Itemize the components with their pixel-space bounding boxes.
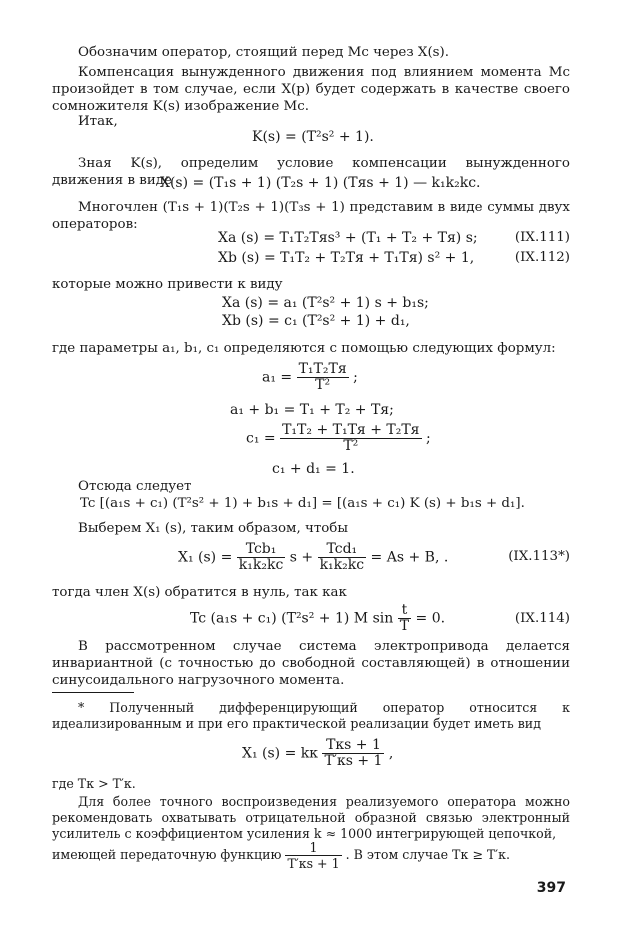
fraction-transfer <box>285 840 341 871</box>
fraction-ix113-second-numerator: Tcd₁ <box>326 541 358 557</box>
footnote-text: * Полученный дифференцирующий оператор относится к идеализированным и при его практической реализации будет иметь вид <box>52 700 570 731</box>
fraction-footnote-denominator: T′кs + 1 <box>324 753 383 769</box>
fraction-ix113-first-numerator: Tcb₁ <box>245 541 277 557</box>
formula-c1-lhs: c₁ = <box>246 430 276 447</box>
fraction-ix113-first <box>237 542 286 573</box>
fraction-transfer-denominator: T′кs + 1 <box>287 856 340 871</box>
formula-a1-tail: ; <box>353 369 358 386</box>
equation-x: X(s) = (T₁s + 1) (T₂s + 1) (Tяs + 1) — k₁k₂kc. <box>160 175 481 191</box>
fraction-footnote-numerator: Tкs + 1 <box>326 737 381 753</box>
fraction-a1-denominator: T² <box>297 377 349 393</box>
equation-number-ix114: (IX.114) <box>514 611 570 626</box>
equation-ix114-tail: = 0. <box>415 610 446 627</box>
footnote-recommendation: Для более точного воспроизведения реализуемого оператора можно рекомендовать охватывать отрицательной образной связью электронный усилитель с коэффициентом усиления k ≈ 1000 интегрирующей цепочкой, <box>52 794 570 841</box>
paragraph-then: тогда член X(s) обратится в нуль, так как <box>52 585 347 600</box>
paragraph-hence: Отсюда следует <box>78 479 192 494</box>
fraction-ix114-numerator: t <box>401 602 408 618</box>
paragraph-compensation: Компенсация вынужденного движения под влиянием момента Mc произойдет в том случае, если X(p) будет содержать в качестве своего сомножителя K(s) изображение Mc. <box>52 65 570 114</box>
paragraph-choose: Выберем X₁ (s), таким образом, чтобы <box>78 521 349 536</box>
footnote-equation <box>242 738 393 769</box>
footnote-separator <box>52 692 134 693</box>
formula-c1-tail: ; <box>425 430 431 447</box>
equation-ix112: Xb (s) = T₁T₂ + T₂Tя + T₁Tя) s² + 1, <box>218 250 475 266</box>
equation-xb: Xb (s) = c₁ (T²s² + 1) + d₁, <box>222 313 410 329</box>
footnote-transfer-text: имеющей передаточную функцию <box>52 847 282 862</box>
fraction-c1 <box>280 423 421 454</box>
equation-ix111: Xa (s) = T₁T₂Tяs³ + (T₁ + T₂ + Tя) s; <box>218 230 478 246</box>
paragraph-reduce: которые можно привести к виду <box>52 277 283 292</box>
fraction-ix113-second <box>318 542 367 573</box>
paragraph-condition: Зная K(s), определим условие компенсации вынужденного движения в виде <box>52 156 570 188</box>
fraction-ix113-first-denominator: k₁k₂kc <box>238 557 284 573</box>
equation-number-ix111: (IX.111) <box>514 230 570 245</box>
paragraph-operator-definition: Обозначим оператор, стоящий перед Mc через X(s). <box>78 45 450 60</box>
footnote-where: где Tк > T′к. <box>52 776 136 791</box>
equation-ix113-mid: s + <box>289 549 314 566</box>
footnote-transfer-function <box>52 840 570 871</box>
paragraph-parameters: где параметры a₁, b₁, c₁ определяются с помощью следующих формул: <box>52 341 556 356</box>
equation-ix114-lhs: Tc (a₁s + c₁) (T²s² + 1) M sin <box>190 610 394 627</box>
equation-ix113 <box>178 542 448 573</box>
formula-c1-plus-d1: c₁ + d₁ = 1. <box>272 461 355 477</box>
formula-c1 <box>246 423 431 454</box>
formula-a1-lhs: a₁ = <box>262 369 293 386</box>
page-number: 397 <box>536 880 566 896</box>
paragraph-invariant: В рассмотренном случае система электропривода делается инвариантной (с точностью до свободной составляющей) в отношении синусоидального нагрузочного момента. <box>52 639 570 688</box>
fraction-c1-numerator: T₁T₂ + T₁Tя + T₂Tя <box>282 422 420 438</box>
formula-a1 <box>262 362 358 393</box>
paragraph-itak: Итак, <box>78 114 118 129</box>
equation-xa: Xa (s) = a₁ (T²s² + 1) s + b₁s; <box>222 295 429 311</box>
equation-k: K(s) = (T²s² + 1). <box>252 129 374 145</box>
fraction-a1 <box>297 362 349 393</box>
fraction-ix113-second-denominator: k₁k₂kc <box>319 557 365 573</box>
fraction-c1-denominator: T² <box>280 438 421 454</box>
footnote-transfer-tail: . В этом случае Tк ≥ T′к. <box>345 847 511 862</box>
formula-a1-plus-b1: a₁ + b₁ = T₁ + T₂ + Tя; <box>230 402 394 418</box>
equation-ix113-lhs: X₁ (s) = <box>178 549 233 566</box>
footnote-equation-tail: , <box>388 745 394 762</box>
equation-number-ix112: (IX.112) <box>514 250 570 265</box>
fraction-ix114 <box>398 603 411 634</box>
equation-ix114 <box>190 603 445 634</box>
footnote-equation-lhs: X₁ (s) = kк <box>242 745 319 762</box>
equation-number-ix113: (IX.113*) <box>508 549 570 564</box>
fraction-a1-numerator: T₁T₂Tя <box>298 361 347 377</box>
fraction-footnote <box>322 738 384 769</box>
fraction-ix114-denominator: T <box>399 618 410 634</box>
fraction-transfer-numerator: 1 <box>309 840 318 855</box>
equation-tc: Tc [(a₁s + c₁) (T²s² + 1) + b₁s + d₁] = [(a₁s + c₁) K (s) + b₁s + d₁]. <box>80 496 525 511</box>
equation-ix113-tail: = As + B, . <box>370 549 449 566</box>
paragraph-polynomial: Многочлен (T₁s + 1)(T₂s + 1)(T₃s + 1) представим в виде суммы двух операторов: <box>52 200 570 232</box>
